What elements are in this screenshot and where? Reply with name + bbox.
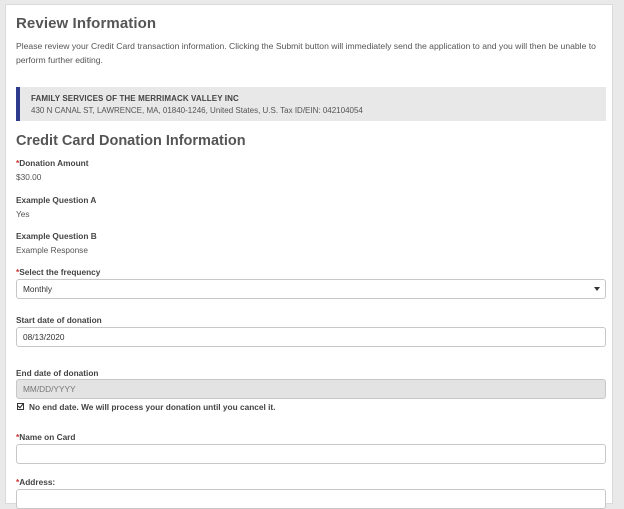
chevron-down-icon [594, 287, 600, 291]
required-marker: * [16, 158, 20, 168]
frequency-selected-value: Monthly [23, 284, 53, 294]
name-on-card-input[interactable] [16, 444, 606, 464]
question-a-value: Yes [16, 209, 30, 219]
organization-address: 430 N CANAL ST, LAWRENCE, MA, 01840-1246, United States, U.S. Tax ID/EIN: 042104054 [31, 106, 363, 115]
required-marker: * [16, 267, 20, 277]
end-date-label: End date of donation [16, 368, 99, 378]
question-a-label: Example Question A [16, 195, 97, 205]
page-title: Review Information [16, 15, 157, 32]
section-title: Credit Card Donation Information [16, 133, 246, 149]
no-end-date-label: No end date. We will process your donation until you cancel it. [29, 402, 276, 412]
organization-info-box [16, 87, 606, 121]
review-card [5, 4, 613, 504]
name-on-card-label: *Name on Card [16, 432, 76, 442]
question-b-value: Example Response [16, 245, 88, 255]
donation-amount-value: $30.00 [16, 172, 42, 182]
end-date-input[interactable]: MM/DD/YYYY [16, 379, 606, 399]
address-input[interactable] [16, 489, 606, 509]
required-marker: * [16, 477, 20, 487]
frequency-label: *Select the frequency [16, 267, 101, 277]
address-label: *Address: [16, 477, 56, 487]
start-date-label: Start date of donation [16, 315, 102, 325]
start-date-input[interactable]: 08/13/2020 [16, 327, 606, 347]
review-instructions: Please review your Credit Card transaction information. Clicking the Submit button will immediately send the application to and you will then be unable to perform further editing. [16, 41, 596, 65]
donation-amount-label: *Donation Amount [16, 158, 89, 168]
required-marker: * [16, 432, 20, 442]
checkmark-icon [18, 403, 24, 409]
no-end-date-checkbox[interactable] [17, 403, 24, 410]
organization-name: FAMILY SERVICES OF THE MERRIMACK VALLEY INC [31, 94, 239, 103]
question-b-label: Example Question B [16, 231, 97, 241]
frequency-select[interactable] [16, 279, 606, 299]
